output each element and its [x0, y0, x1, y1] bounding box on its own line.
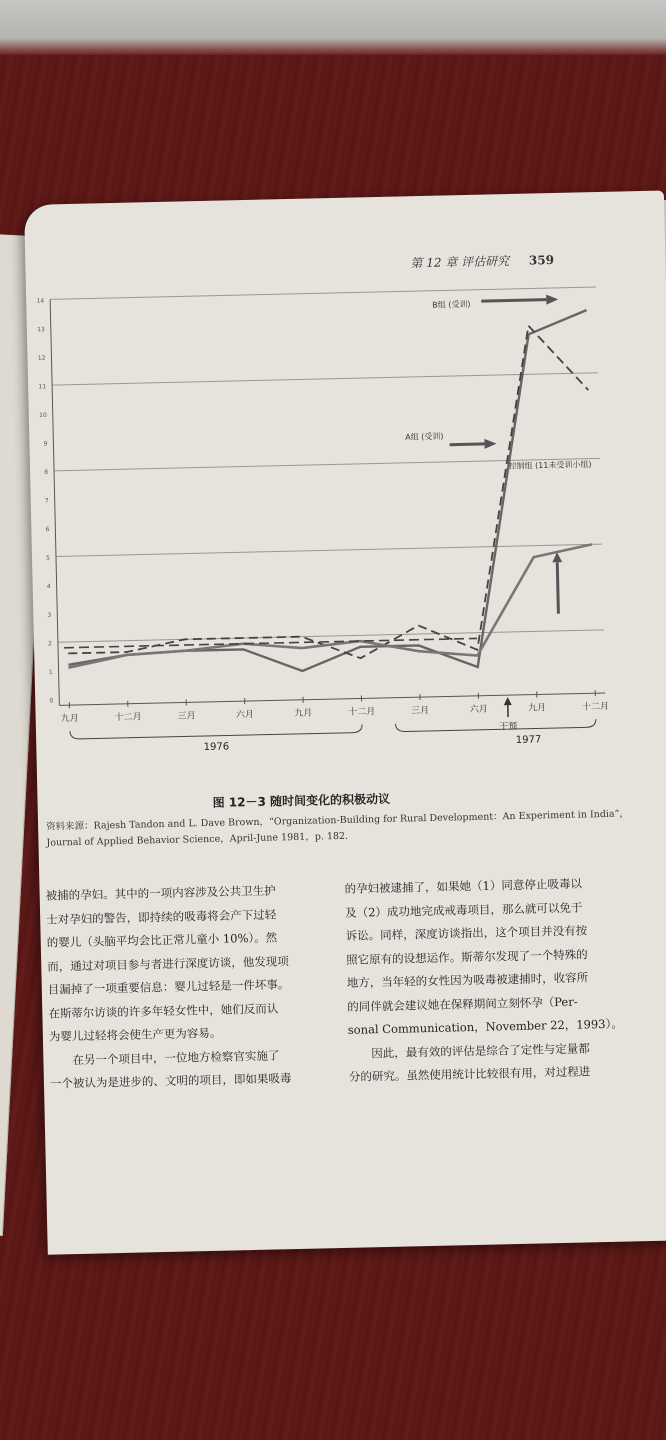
text-line: 士对孕妇的警告，即持续的吸毒将会产下过轻 — [46, 906, 277, 927]
series-line-1 — [61, 324, 594, 664]
y-tick-label: 7 — [44, 497, 49, 505]
x-axis — [59, 690, 610, 756]
x-tick-label: 十二月 — [114, 712, 142, 724]
arrow-b-group — [481, 300, 546, 301]
series-line-0 — [61, 310, 595, 676]
chapter-title: 第 12 章 评估研究 — [410, 254, 510, 271]
gridline — [52, 373, 598, 385]
chart-annotations — [402, 294, 597, 735]
gridline — [56, 544, 602, 556]
year-bracket-1977 — [396, 719, 596, 732]
y-axis — [36, 297, 59, 705]
x-tick-label: 九月 — [527, 703, 547, 714]
series-line-2 — [66, 544, 594, 667]
text-line: 的婴儿（头脑平均会比正常儿童小 10%）。然 — [46, 930, 278, 950]
text-line: 的孕妇被逮捕了，如果她（1）同意停止吸毒以 — [344, 876, 583, 896]
arrowhead-b-group — [546, 294, 558, 304]
y-tick-label: 0 — [49, 697, 54, 705]
y-tick-label: 2 — [48, 640, 53, 648]
text-line: 在另一个项目中，一位地方检察官实施了 — [49, 1047, 280, 1068]
y-tick-label: 6 — [45, 526, 50, 534]
text-line: 被捕的孕妇。其中的一项内容涉及公共卫生护 — [45, 883, 276, 903]
line-chart — [24, 190, 666, 804]
book-page — [24, 190, 666, 1254]
y-tick-label: 13 — [37, 326, 45, 334]
figure-source: 资料来源：Rajesh Tandon and L. Dave Brown，“Organization-Building for Rural Development：An Experiment in India”，Journal of Applied Behavior Science，April-June 1981，p. 182. — [45, 808, 630, 849]
legend-label-2: 控制组 (11未受训小组) — [508, 459, 592, 471]
y-tick-label: 5 — [46, 554, 51, 562]
desk-background-top — [0, 0, 666, 55]
year-label-1976: 1976 — [203, 741, 230, 754]
text-line: 而，通过对项目参与者进行深度访谈，他发现项 — [47, 953, 289, 974]
y-tick-label: 9 — [43, 440, 48, 448]
y-tick-label: 1 — [48, 668, 53, 676]
x-tick-label: 九月 — [60, 713, 79, 725]
x-tick-label: 九月 — [294, 708, 313, 719]
text-line: 因此，最有效的评估是综合了定性与定量都 — [348, 1040, 590, 1061]
text-line: 目漏掉了一项重要信息：婴儿过轻是一件坏事。 — [47, 977, 290, 997]
legend-label-0: B组 (受训) — [432, 299, 471, 310]
x-tick-label: 六月 — [469, 704, 488, 716]
year-label-1977: 1977 — [515, 734, 542, 746]
x-tick-label: 三月 — [177, 711, 196, 722]
intervention-label: 干预 — [499, 721, 518, 733]
text-line: 诉讼。同样，深度访谈指出，这个项目并没有按 — [345, 923, 588, 943]
text-line: 的同伴就会建议她在保释期间立刻怀孕（Per- — [347, 994, 578, 1014]
text-line: 为婴儿过轻将会使生产更为容易。 — [48, 1025, 222, 1044]
arrow-control-group — [557, 562, 558, 613]
text-line: 分的研究。虽然使用统计比较很有用，对过程进 — [348, 1064, 591, 1084]
text-column-right — [344, 871, 649, 1089]
intervention-arrowhead — [504, 697, 512, 705]
y-tick-label: 8 — [44, 468, 49, 477]
page-number: 359 — [528, 252, 555, 268]
gridline — [58, 630, 604, 642]
text-line: sonal Communication，November 22，1993）。 — [347, 1016, 623, 1037]
figure-caption: 图 12－3 随时间变化的积极动议 — [212, 791, 391, 810]
year-bracket-1976 — [70, 724, 362, 739]
text-column-left — [45, 878, 330, 1096]
text-line: 及（2）成功地完成戒毒项目，那么就可以免于 — [344, 900, 583, 920]
x-axis-line — [59, 693, 605, 705]
x-tick-label: 三月 — [411, 705, 430, 717]
x-tick-label: 十二月 — [581, 701, 610, 713]
y-tick-label: 14 — [36, 297, 45, 305]
text-line: 在斯蒂尔访谈的许多年轻女性中，她们反而认 — [48, 1000, 279, 1021]
y-tick-label: 4 — [46, 583, 51, 591]
x-tick-label: 六月 — [235, 709, 255, 721]
y-tick-label: 10 — [39, 411, 47, 419]
legend-label-1: A组 (受训) — [405, 431, 444, 442]
gridline — [50, 287, 596, 299]
arrow-a-group — [450, 444, 485, 445]
text-line: 照它原有的设想运作。斯蒂尔发现了一个特殊的 — [346, 946, 588, 967]
text-line: 一个被认为是进步的、文明的项目，即如果吸毒 — [49, 1071, 292, 1091]
y-tick-label: 3 — [47, 611, 52, 619]
text-line: 地方，当年轻的女性因为吸毒被逮捕时，收容所 — [346, 970, 589, 990]
y-tick-label: 12 — [37, 354, 46, 362]
arrowhead-a-group — [484, 439, 496, 449]
x-tick-label: 十二月 — [348, 707, 376, 718]
y-tick-label: 11 — [38, 383, 47, 391]
chart-series — [57, 310, 595, 676]
